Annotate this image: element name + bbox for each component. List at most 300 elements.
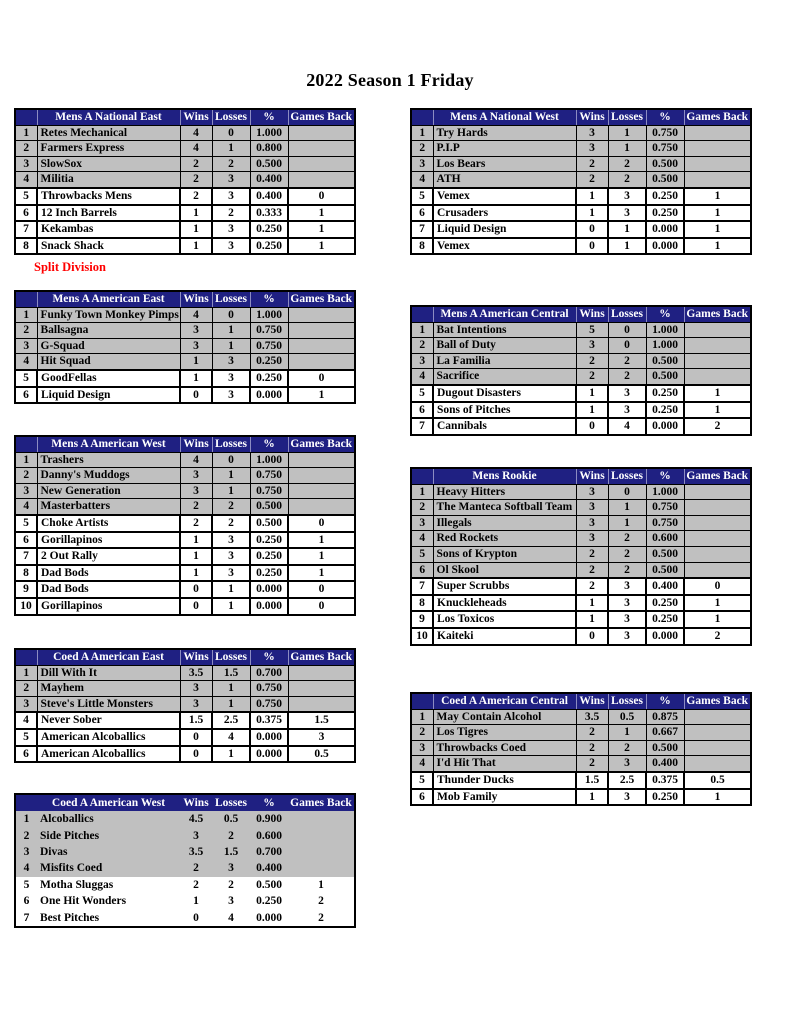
col-header-pct: % — [250, 649, 288, 665]
wins-value: 5 — [576, 322, 608, 338]
team-name: ATH — [433, 172, 576, 188]
col-header-wins: Wins — [576, 693, 608, 709]
rank-cell: 4 — [411, 172, 433, 188]
wins-value: 0 — [180, 581, 212, 598]
losses-value: 3 — [608, 205, 646, 222]
standings-row — [15, 387, 355, 404]
losses-value: 1.5 — [212, 665, 250, 681]
games-back-value — [684, 725, 751, 741]
wins-value: 1 — [180, 893, 212, 909]
losses-value: 0 — [608, 322, 646, 338]
pct-value: 0.000 — [250, 387, 288, 404]
standings-row — [411, 205, 751, 222]
rank-cell: 3 — [411, 515, 433, 531]
standings-table — [410, 108, 752, 255]
pct-value: 0.250 — [646, 611, 684, 628]
standings-row — [15, 581, 355, 598]
col-header-losses: Losses — [212, 649, 250, 665]
pct-value: 0.400 — [646, 756, 684, 772]
wins-value: 2 — [180, 188, 212, 205]
standings-row — [411, 402, 751, 419]
rank-cell: 5 — [15, 370, 37, 387]
pct-value: 0.250 — [250, 532, 288, 549]
losses-value: 0 — [608, 338, 646, 354]
wins-value: 3 — [576, 500, 608, 516]
wins-value: 4 — [180, 125, 212, 141]
col-header-games-back: Games Back — [684, 693, 751, 709]
pct-value: 0.000 — [646, 418, 684, 435]
pct-value: 0.250 — [250, 893, 288, 909]
standings-row — [411, 353, 751, 369]
team-name: Steve's Little Monsters — [37, 696, 180, 712]
pct-value: 0.250 — [250, 221, 288, 238]
games-back-value — [684, 709, 751, 725]
pct-value: 0.500 — [646, 740, 684, 756]
losses-value: 4 — [212, 729, 250, 746]
standings-row — [411, 595, 751, 612]
pct-value: 0.750 — [250, 323, 288, 339]
games-back-value — [684, 156, 751, 172]
standings-row — [15, 221, 355, 238]
wins-value: 0 — [180, 387, 212, 404]
team-name: Mob Family — [433, 789, 576, 806]
wins-value: 2 — [180, 156, 212, 172]
rank-cell: 6 — [15, 532, 37, 549]
team-name: New Generation — [37, 483, 180, 499]
losses-value: 2 — [212, 156, 250, 172]
standings-row — [15, 729, 355, 746]
col-header-games-back: Games Back — [288, 649, 355, 665]
games-back-value — [684, 369, 751, 385]
standings-row — [15, 844, 355, 860]
pct-value: 0.000 — [250, 746, 288, 763]
rank-cell: 3 — [15, 844, 37, 860]
standings-row — [411, 221, 751, 238]
wins-value: 2 — [576, 353, 608, 369]
rank-cell: 1 — [15, 665, 37, 681]
rank-cell: 3 — [411, 156, 433, 172]
rank-cell: 6 — [15, 205, 37, 222]
wins-value: 3 — [180, 323, 212, 339]
rank-cell: 8 — [15, 238, 37, 255]
standings-row — [15, 370, 355, 387]
rank-cell: 4 — [411, 531, 433, 547]
rank-cell: 7 — [15, 910, 37, 927]
division-title: Coed A American Central — [433, 693, 576, 709]
games-back-value: 1 — [288, 238, 355, 255]
pct-value: 0.250 — [250, 548, 288, 565]
wins-value: 1.5 — [576, 772, 608, 789]
games-back-value: 0 — [288, 370, 355, 387]
standings-row — [15, 746, 355, 763]
games-back-value — [288, 811, 355, 827]
losses-value: 0 — [212, 452, 250, 468]
games-back-value: 1 — [288, 387, 355, 404]
pct-value: 1.000 — [646, 338, 684, 354]
division-title: Mens A National West — [433, 109, 576, 125]
rank-cell: 5 — [15, 729, 37, 746]
rank-cell: 4 — [15, 712, 37, 729]
wins-value: 1 — [180, 221, 212, 238]
page-title: 2022 Season 1 Friday — [306, 70, 474, 90]
rank-cell: 2 — [411, 141, 433, 157]
games-back-value — [684, 562, 751, 578]
pct-value: 0.375 — [250, 712, 288, 729]
standings-row — [411, 500, 751, 516]
losses-value: 2 — [608, 531, 646, 547]
losses-value: 3 — [608, 628, 646, 645]
games-back-value: 2 — [288, 910, 355, 927]
losses-value: 3 — [212, 861, 250, 877]
division-title: Mens A American West — [37, 436, 180, 452]
standings-row — [15, 452, 355, 468]
games-back-value: 2 — [288, 893, 355, 909]
standings-row — [411, 369, 751, 385]
col-header-games-back: Games Back — [288, 794, 355, 811]
pct-value: 0.400 — [646, 578, 684, 595]
wins-value: 3.5 — [180, 665, 212, 681]
pct-value: 0.500 — [250, 156, 288, 172]
rank-cell: 1 — [15, 125, 37, 141]
wins-value: 0 — [576, 221, 608, 238]
wins-value: 1 — [576, 205, 608, 222]
team-name: Best Pitches — [37, 910, 180, 927]
rank-cell: 9 — [411, 611, 433, 628]
team-name: Ballsagna — [37, 323, 180, 339]
losses-value: 3 — [212, 172, 250, 188]
pct-value: 0.600 — [250, 828, 288, 844]
col-header-losses: Losses — [212, 436, 250, 452]
games-back-value: 0 — [288, 515, 355, 532]
games-back-value: 1 — [288, 565, 355, 582]
games-back-value — [288, 156, 355, 172]
rank-cell: 10 — [15, 598, 37, 615]
losses-value: 1 — [608, 238, 646, 255]
wins-value: 3 — [576, 125, 608, 141]
games-back-value: 3 — [288, 729, 355, 746]
pct-value: 0.750 — [250, 468, 288, 484]
standings-row — [15, 323, 355, 339]
standings-row — [411, 188, 751, 205]
wins-value: 3 — [180, 483, 212, 499]
rank-cell: 9 — [15, 581, 37, 598]
standings-row — [15, 141, 355, 157]
games-back-value — [684, 531, 751, 547]
losses-value: 1 — [608, 141, 646, 157]
team-name: Sons of Krypton — [433, 546, 576, 562]
rank-cell: 6 — [15, 893, 37, 909]
pct-value: 0.500 — [646, 562, 684, 578]
team-name: Dill With It — [37, 665, 180, 681]
pct-value: 1.000 — [646, 322, 684, 338]
rank-cell: 8 — [411, 595, 433, 612]
rank-cell: 1 — [15, 811, 37, 827]
col-header-games-back: Games Back — [288, 109, 355, 125]
rank-cell: 2 — [411, 500, 433, 516]
standings-row — [15, 548, 355, 565]
corner-cell — [15, 649, 37, 665]
wins-value: 2 — [576, 172, 608, 188]
wins-value: 3 — [180, 828, 212, 844]
pct-value: 0.500 — [646, 156, 684, 172]
team-name: One Hit Wonders — [37, 893, 180, 909]
games-back-value: 2 — [684, 628, 751, 645]
pct-value: 0.333 — [250, 205, 288, 222]
team-name: Ball of Duty — [433, 338, 576, 354]
rank-cell: 7 — [411, 578, 433, 595]
rank-cell: 8 — [411, 238, 433, 255]
games-back-value — [684, 353, 751, 369]
standings-row — [411, 628, 751, 645]
col-header-losses: Losses — [608, 109, 646, 125]
losses-value: 2 — [608, 740, 646, 756]
team-name: Snack Shack — [37, 238, 180, 255]
team-name: Los Toxicos — [433, 611, 576, 628]
games-back-value: 2 — [684, 418, 751, 435]
games-back-value — [684, 141, 751, 157]
col-header-losses: Losses — [608, 693, 646, 709]
standings-row — [411, 611, 751, 628]
team-name: Masterbatters — [37, 499, 180, 515]
games-back-value — [288, 681, 355, 697]
wins-value: 0 — [576, 238, 608, 255]
losses-value: 1 — [608, 515, 646, 531]
games-back-value: 1 — [684, 221, 751, 238]
standings-row — [15, 515, 355, 532]
games-back-value — [684, 338, 751, 354]
division-title: Mens A National East — [37, 109, 180, 125]
pct-value: 0.500 — [646, 369, 684, 385]
games-back-value — [684, 484, 751, 500]
col-header-losses: Losses — [212, 794, 250, 811]
col-header-pct: % — [250, 794, 288, 811]
pct-value: 0.250 — [250, 565, 288, 582]
wins-value: 2 — [576, 725, 608, 741]
wins-value: 3 — [576, 484, 608, 500]
corner-cell — [15, 109, 37, 125]
games-back-value: 1 — [684, 188, 751, 205]
wins-value: 4 — [180, 141, 212, 157]
team-name: 12 Inch Barrels — [37, 205, 180, 222]
standings-row — [15, 188, 355, 205]
losses-value: 2 — [212, 499, 250, 515]
games-back-value: 1 — [684, 205, 751, 222]
pct-value: 0.250 — [646, 385, 684, 402]
pct-value: 0.000 — [250, 729, 288, 746]
team-name: Liquid Design — [37, 387, 180, 404]
wins-value: 2 — [576, 369, 608, 385]
team-name: Mayhem — [37, 681, 180, 697]
pct-value: 0.700 — [250, 665, 288, 681]
pct-value: 0.400 — [250, 861, 288, 877]
losses-value: 2 — [608, 546, 646, 562]
losses-value: 2 — [212, 205, 250, 222]
pct-value: 1.000 — [250, 125, 288, 141]
games-back-value — [288, 172, 355, 188]
losses-value: 0.5 — [212, 811, 250, 827]
losses-value: 3 — [608, 756, 646, 772]
pct-value: 0.250 — [646, 205, 684, 222]
pct-value: 1.000 — [646, 484, 684, 500]
losses-value: 3 — [212, 387, 250, 404]
pct-value: 0.500 — [250, 877, 288, 893]
wins-value: 3 — [576, 531, 608, 547]
standings-row — [15, 696, 355, 712]
col-header-wins: Wins — [180, 291, 212, 307]
games-back-value — [684, 322, 751, 338]
col-header-games-back: Games Back — [684, 468, 751, 484]
losses-value: 3 — [608, 188, 646, 205]
losses-value: 2 — [212, 515, 250, 532]
pct-value: 0.750 — [646, 500, 684, 516]
games-back-value — [684, 125, 751, 141]
team-name: Los Tigres — [433, 725, 576, 741]
split-division-note: Split Division — [34, 260, 106, 274]
col-header-wins: Wins — [576, 306, 608, 322]
standings-row — [411, 709, 751, 725]
wins-value: 0 — [180, 598, 212, 615]
wins-value: 1 — [180, 565, 212, 582]
standings-row — [15, 712, 355, 729]
losses-value: 3 — [212, 532, 250, 549]
games-back-value: 1 — [288, 548, 355, 565]
standings-row — [411, 172, 751, 188]
losses-value: 0 — [212, 307, 250, 323]
rank-cell: 5 — [15, 515, 37, 532]
wins-value: 3 — [180, 468, 212, 484]
team-name: Trashers — [37, 452, 180, 468]
team-name: SlowSox — [37, 156, 180, 172]
rank-cell: 7 — [411, 418, 433, 435]
col-header-games-back: Games Back — [288, 291, 355, 307]
team-name: I'd Hit That — [433, 756, 576, 772]
standings-row — [411, 546, 751, 562]
wins-value: 1.5 — [180, 712, 212, 729]
team-name: The Manteca Softball Team — [433, 500, 576, 516]
rank-cell: 1 — [411, 709, 433, 725]
col-header-pct: % — [646, 468, 684, 484]
team-name: Vemex — [433, 238, 576, 255]
pct-value: 0.400 — [250, 172, 288, 188]
pct-value: 0.667 — [646, 725, 684, 741]
team-name: G-Squad — [37, 338, 180, 354]
standings-row — [411, 740, 751, 756]
games-back-value — [288, 665, 355, 681]
team-name: Choke Artists — [37, 515, 180, 532]
games-back-value: 0.5 — [684, 772, 751, 789]
standings-row — [15, 156, 355, 172]
rank-cell: 4 — [411, 369, 433, 385]
losses-value: 0.5 — [608, 709, 646, 725]
wins-value: 3 — [576, 141, 608, 157]
games-back-value — [288, 844, 355, 860]
losses-value: 2.5 — [212, 712, 250, 729]
wins-value: 4 — [180, 307, 212, 323]
wins-value: 2 — [180, 172, 212, 188]
pct-value: 0.500 — [646, 353, 684, 369]
wins-value: 2 — [180, 499, 212, 515]
rank-cell: 3 — [15, 156, 37, 172]
wins-value: 0 — [576, 418, 608, 435]
team-name: Ol Skool — [433, 562, 576, 578]
pct-value: 0.250 — [250, 354, 288, 370]
pct-value: 0.900 — [250, 811, 288, 827]
games-back-value — [288, 338, 355, 354]
standings-row — [15, 238, 355, 255]
col-header-wins: Wins — [180, 109, 212, 125]
team-name: Hit Squad — [37, 354, 180, 370]
losses-value: 1 — [212, 483, 250, 499]
table-header-row — [411, 468, 751, 484]
pct-value: 0.700 — [250, 844, 288, 860]
standings-row — [15, 172, 355, 188]
rank-cell: 3 — [15, 338, 37, 354]
games-back-value: 1 — [288, 532, 355, 549]
wins-value: 3.5 — [576, 709, 608, 725]
corner-cell — [411, 468, 433, 484]
col-header-losses: Losses — [608, 468, 646, 484]
losses-value: 2 — [608, 562, 646, 578]
pct-value: 0.250 — [646, 789, 684, 806]
losses-value: 1 — [608, 500, 646, 516]
pct-value: 0.750 — [646, 141, 684, 157]
col-header-wins: Wins — [576, 468, 608, 484]
losses-value: 3 — [212, 565, 250, 582]
team-name: Los Bears — [433, 156, 576, 172]
team-name: Side Pitches — [37, 828, 180, 844]
losses-value: 1.5 — [212, 844, 250, 860]
col-header-pct: % — [250, 436, 288, 452]
losses-value: 1 — [212, 141, 250, 157]
standings-row — [15, 565, 355, 582]
standings-row — [411, 238, 751, 255]
rank-cell: 2 — [411, 725, 433, 741]
games-back-value: 0.5 — [288, 746, 355, 763]
team-name: Retes Mechanical — [37, 125, 180, 141]
games-back-value: 1 — [288, 877, 355, 893]
games-back-value: 0 — [288, 598, 355, 615]
rank-cell: 6 — [411, 562, 433, 578]
standings-row — [411, 789, 751, 806]
losses-value: 1 — [212, 468, 250, 484]
team-name: American Alcoballics — [37, 729, 180, 746]
col-header-losses: Losses — [608, 306, 646, 322]
games-back-value: 1.5 — [288, 712, 355, 729]
standings-row — [15, 483, 355, 499]
games-back-value — [684, 172, 751, 188]
wins-value: 1 — [576, 595, 608, 612]
wins-value: 2 — [576, 756, 608, 772]
rank-cell: 2 — [15, 828, 37, 844]
standings-row — [15, 598, 355, 615]
col-header-pct: % — [646, 306, 684, 322]
wins-value: 1 — [576, 385, 608, 402]
standings-row — [411, 322, 751, 338]
standings-row — [411, 578, 751, 595]
rank-cell: 1 — [411, 322, 433, 338]
standings-row — [15, 893, 355, 909]
rank-cell: 4 — [15, 354, 37, 370]
wins-value: 1 — [180, 370, 212, 387]
pct-value: 0.000 — [250, 581, 288, 598]
standings-row — [15, 681, 355, 697]
losses-value: 3 — [608, 789, 646, 806]
standings-row — [411, 562, 751, 578]
wins-value: 1 — [180, 548, 212, 565]
pct-value: 0.250 — [250, 370, 288, 387]
rank-cell: 6 — [411, 402, 433, 419]
games-back-value — [288, 499, 355, 515]
